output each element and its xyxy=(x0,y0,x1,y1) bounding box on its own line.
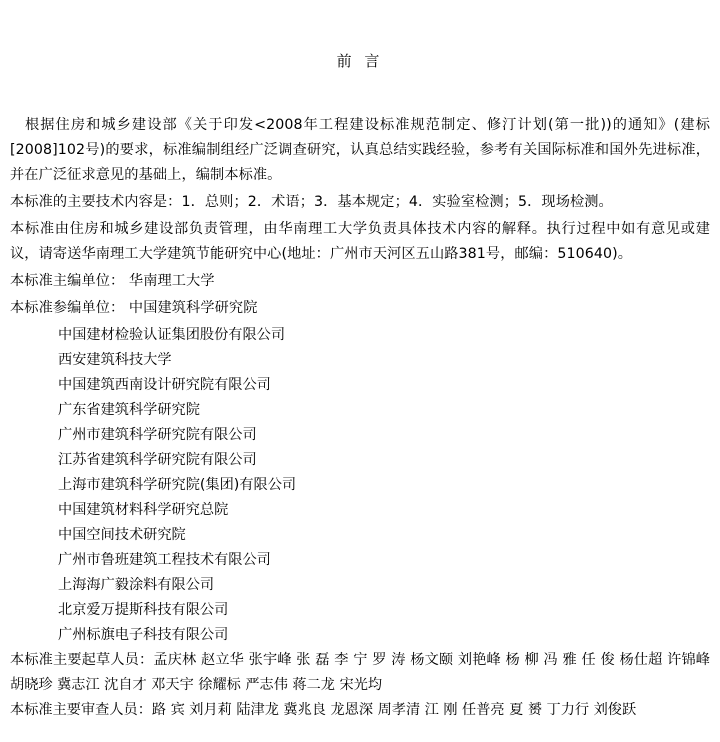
chief-editor-unit: 本标准主编单位： 华南理工大学 xyxy=(10,273,215,289)
document-body xyxy=(10,113,710,723)
reviewers-block xyxy=(10,698,710,723)
list-item: 江苏省建筑科学研究院有限公司 xyxy=(58,452,257,468)
paragraph-1: 根据住房和城乡建设部《关于印发<2008年工程建设标准规范制定、修汀计划(第一批))的通知》(建标[2008]102号)的要求，标准编制组经广泛调查研究，认真总结实践经验，参考有关国际标准和国外先进标准，并在广泛征求意见的基础上，编制本标准。 xyxy=(10,117,710,183)
list-item: 西安建筑科技大学 xyxy=(58,352,172,368)
reviewers-names: 路 宾 刘月莉 陆津龙 冀兆良 龙恩深 周孝清 江 刚 任普亮 夏 赟 丁力行 刘俊跃 xyxy=(151,702,637,718)
paragraph-3: 本标准由住房和城乡建设部负责管理，由华南理工大学负责具体技术内容的解释。执行过程中如有意见或建议，请寄送华南理工大学建筑节能研究中心(地址：广州市天河区五山路381号，邮编：510640)。 xyxy=(10,221,710,262)
participating-units-list xyxy=(10,323,710,648)
list-item: 中国建筑西南设计研究院有限公司 xyxy=(58,377,271,393)
paragraph-2: 本标准的主要技术内容是：1．总则；2．术语；3．基本规定；4．实验室检测；5．现场检测。 xyxy=(10,194,613,210)
drafters-names: 孟庆林 赵立华 张宇峰 张 磊 李 宁 罗 涛 杨文颐 刘艳峰 杨 柳 冯 雅 任 俊 杨仕超 许锦峰 胡晓珍 冀志江 沈自才 邓天宇 徐耀标 严志伟 蒋二龙 宋光均 xyxy=(10,652,710,693)
document-page xyxy=(0,50,720,742)
list-item: 上海海广毅涂料有限公司 xyxy=(58,577,215,593)
list-item: 广州标旗电子科技有限公司 xyxy=(58,627,229,643)
drafters-block xyxy=(10,648,710,698)
list-item: 广州市鲁班建筑工程技术有限公司 xyxy=(58,552,271,568)
page-title: 前 言 xyxy=(336,52,384,70)
list-item: 广州市建筑科学研究院有限公司 xyxy=(58,427,257,443)
list-item: 中国建筑材料科学研究总院 xyxy=(58,502,229,518)
list-item: 北京爱万提斯科技有限公司 xyxy=(58,602,229,618)
list-item: 中国空间技术研究院 xyxy=(58,527,186,543)
list-item: 上海市建筑科学研究院(集团)有限公司 xyxy=(58,477,297,493)
reviewers-label: 本标准主要审查人员： xyxy=(10,702,152,718)
participating-units-label: 本标准参编单位： 中国建筑科学研究院 xyxy=(10,300,258,316)
list-item: 中国建材检验认证集团股份有限公司 xyxy=(58,327,286,343)
drafters-label: 本标准主要起草人员： xyxy=(10,652,154,668)
list-item: 广东省建筑科学研究院 xyxy=(58,402,200,418)
